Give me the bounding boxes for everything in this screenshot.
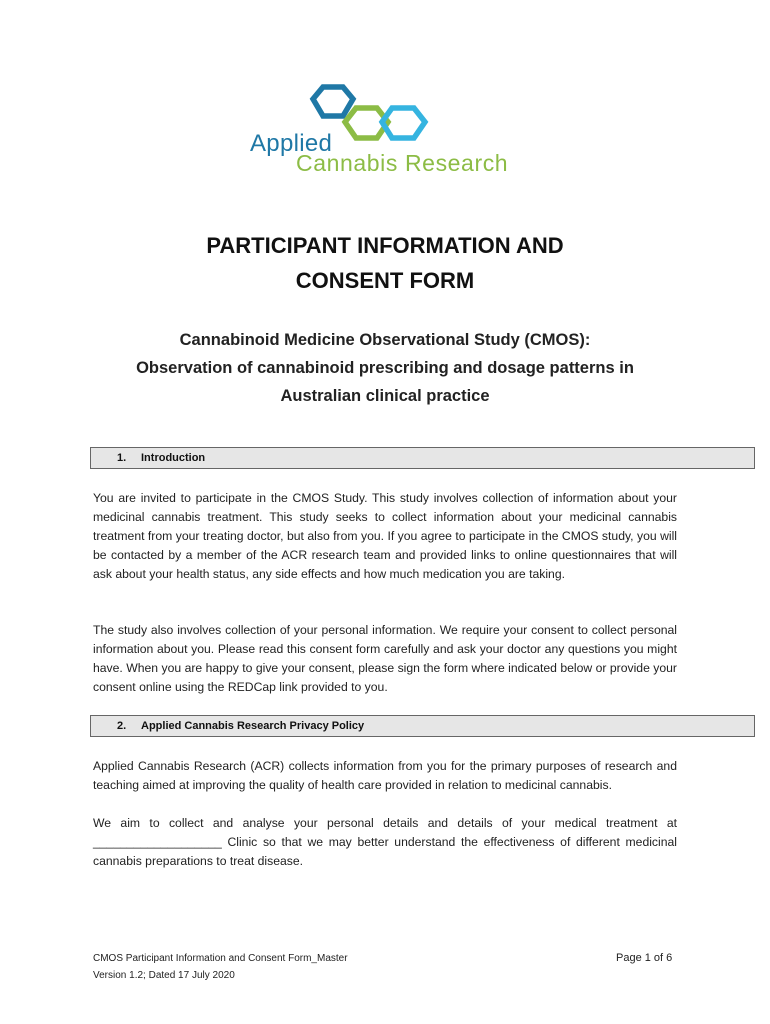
page-number: Page 1 of 6 [616, 952, 673, 964]
section-header-introduction [90, 447, 755, 469]
applied-cannabis-research-logo [246, 82, 526, 178]
subtitle-line-2: Observation of cannabinoid prescribing and dosage patterns in [136, 359, 634, 377]
footer-doc-name: CMOS Participant Information and Consent Form_Master [93, 953, 348, 964]
title-line-2: CONSENT FORM [295, 268, 475, 293]
subtitle-line-1: Cannabinoid Medicine Observational Study (CMOS): [179, 331, 591, 349]
footer-version: Version 1.2; Dated 17 July 2020 [93, 970, 235, 981]
section-heading: Introduction [141, 452, 206, 464]
section-heading: Applied Cannabis Research Privacy Policy [141, 720, 365, 732]
section-header-privacy-policy [90, 715, 755, 737]
logo-text-applied: Applied [250, 130, 333, 157]
intro-paragraph-2: The study also involves collection of your personal information. We require your consent to collect personal information about you. Please read this consent form carefully and ask your doctor any questions you might have. When you are happy to give your consent, please sign the form where indicated below or provide your consent online using the REDCap link provided to you. [93, 623, 677, 694]
section-number: 1. [117, 452, 127, 464]
study-subtitle [0, 326, 770, 410]
intro-paragraph-1: You are invited to participate in the CMOS Study. This study involves collection of information about your medicinal cannabis treatment. This study seeks to collect information about your medicinal cannabis treatment from your treating doctor, but also from you. If you agree to participate in the CMOS study, you will be contacted by a member of the ACR research team and provided links to online questionnaires that will ask about your health status, any side effects and how much medication you are taking. [93, 491, 677, 581]
subtitle-line-3: Australian clinical practice [280, 387, 490, 405]
title-line-1: PARTICIPANT INFORMATION AND [206, 233, 564, 258]
privacy-paragraph-2: We aim to collect and analyse your personal details and details of your medical treatment at ___________________ Clinic so that we may better understand the effectiveness of different medicinal cannabis preparations to treat disease. [93, 816, 677, 868]
section-number: 2. [117, 720, 127, 732]
privacy-paragraph-1: Applied Cannabis Research (ACR) collects information from you for the primary purposes of research and teaching aimed at improving the quality of health care provided in relation to medicinal cannabis. [93, 759, 677, 792]
footer-document-info [93, 950, 348, 984]
document-title [0, 228, 770, 298]
logo-text-cannabis-research: Cannabis Research [296, 150, 509, 176]
